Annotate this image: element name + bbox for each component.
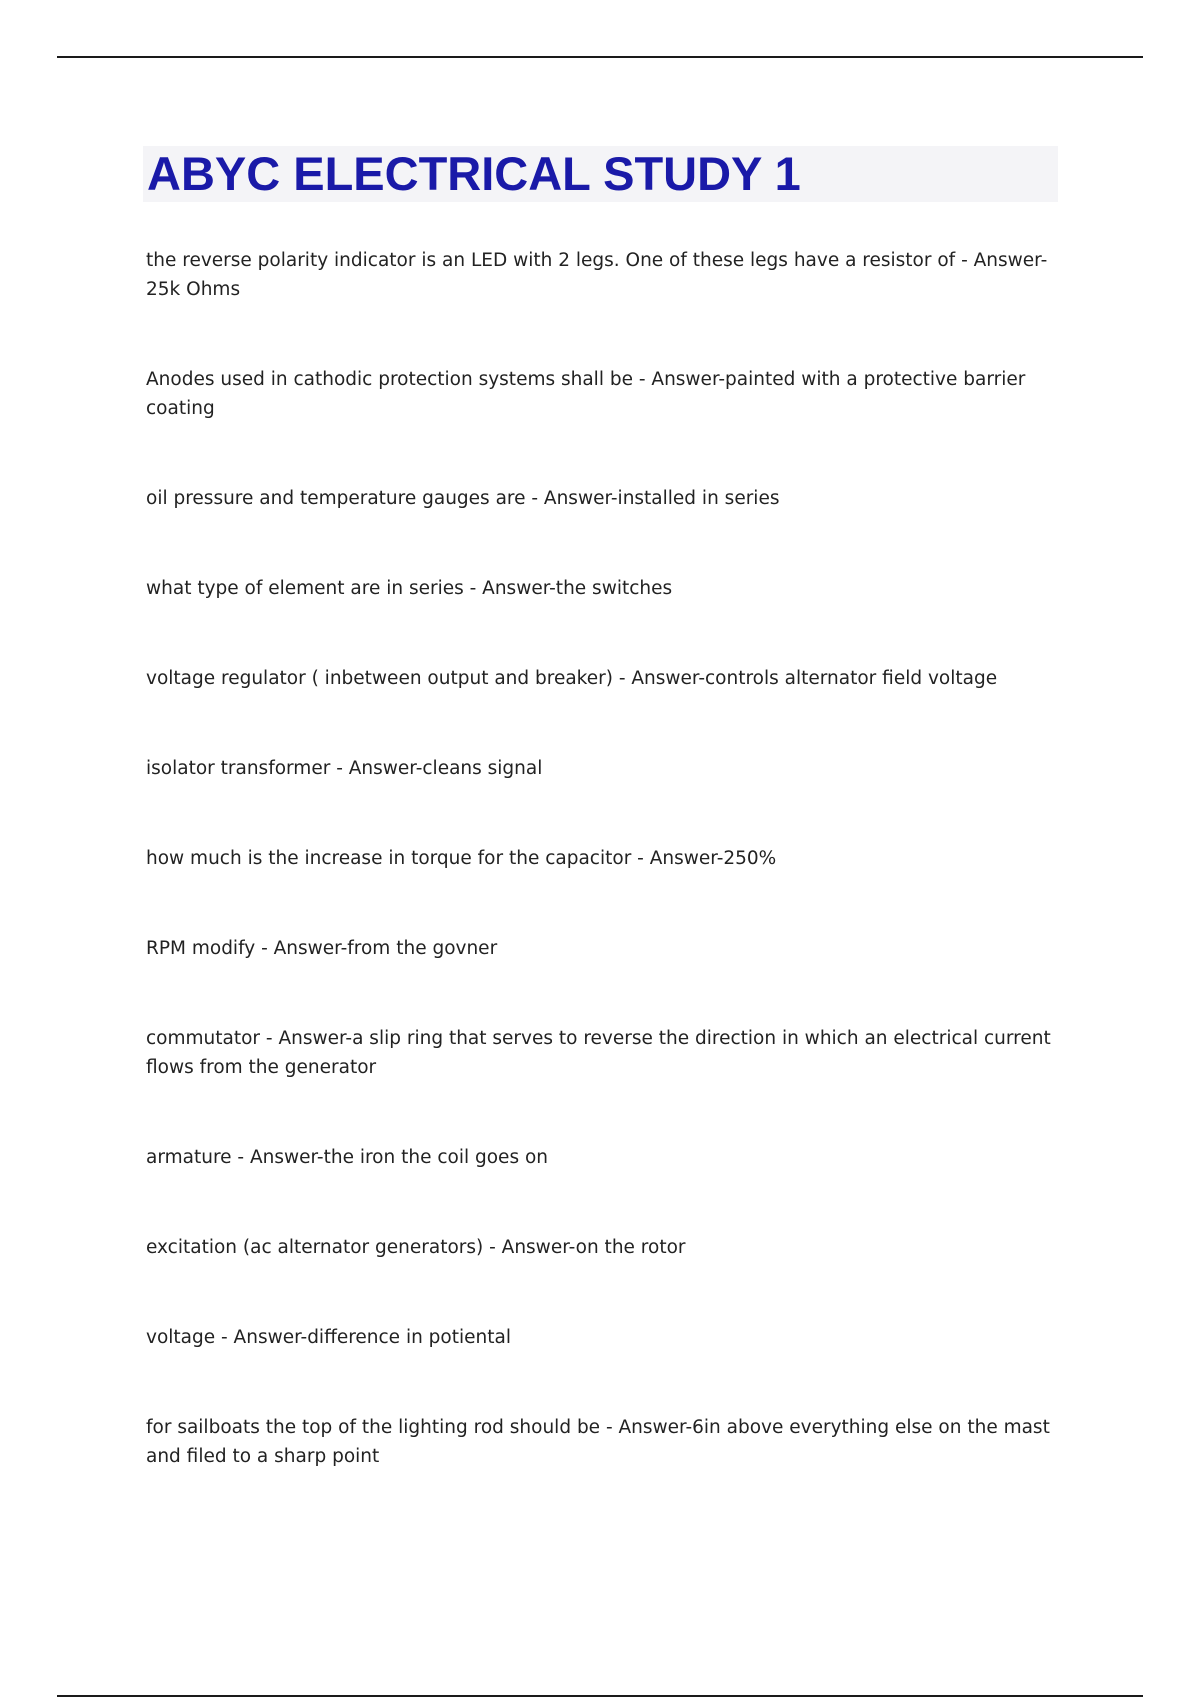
qa-item: the reverse polarity indicator is an LED with 2 legs. One of these legs have a resistor of - Answer-25k Ohms <box>146 250 1048 300</box>
qa-item: voltage regulator ( inbetween output and breaker) - Answer-controls alternator field voltage <box>146 668 998 689</box>
footer-rule <box>57 1695 1143 1697</box>
qa-item: how much is the increase in torque for the capacitor - Answer-250% <box>146 848 777 869</box>
qa-item: what type of element are in series - Answer-the switches <box>146 578 673 599</box>
qa-item: Anodes used in cathodic protection systems shall be - Answer-painted with a protective barrier coating <box>146 369 1026 419</box>
header-rule <box>57 56 1143 58</box>
qa-item: excitation (ac alternator generators) - Answer-on the rotor <box>146 1237 686 1258</box>
qa-item: voltage - Answer-difference in potiental <box>146 1327 511 1348</box>
qa-item: for sailboats the top of the lighting rod should be - Answer-6in above everything else on the mast and filed to a sharp point <box>146 1417 1050 1467</box>
qa-item: isolator transformer - Answer-cleans signal <box>146 758 543 779</box>
qa-list <box>146 246 1056 1532</box>
document-title: ABYC ELECTRICAL STUDY 1 <box>147 147 801 200</box>
qa-item: RPM modify - Answer-from the govner <box>146 938 498 959</box>
qa-item: oil pressure and temperature gauges are - Answer-installed in series <box>146 488 780 509</box>
qa-item: commutator - Answer-a slip ring that serves to reverse the direction in which an electrical current flows from the generator <box>146 1028 1051 1078</box>
qa-item: armature - Answer-the iron the coil goes on <box>146 1147 549 1168</box>
